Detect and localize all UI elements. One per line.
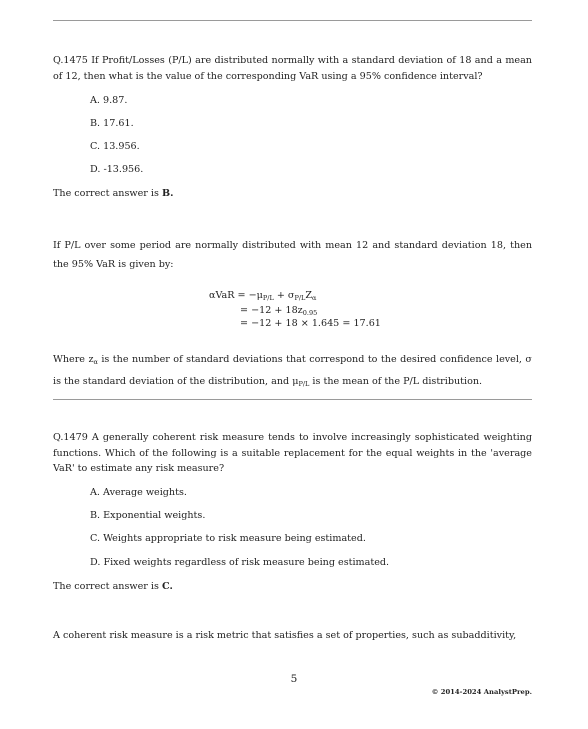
answer-value: C. bbox=[161, 581, 173, 592]
answer-line bbox=[53, 186, 532, 202]
mid-divider bbox=[53, 399, 532, 400]
answer-line bbox=[53, 579, 532, 595]
answer-prefix: The correct answer is bbox=[53, 188, 162, 199]
question-1479-text: Q.1479 A generally coherent risk measure tends to involve increasingly sophisticated weighting functions. Which of the following is a suitable replacement for the equal weights in the 'average VaR' to estimate any risk measure? bbox=[53, 432, 532, 474]
option-c: C. 13.956. bbox=[90, 141, 140, 152]
top-divider bbox=[53, 20, 532, 21]
answer-prefix: The correct answer is bbox=[53, 581, 162, 592]
option-d: D. Fixed weights regardless of risk measure being estimated. bbox=[90, 557, 390, 568]
page-number: 5 bbox=[290, 673, 298, 685]
answer-value: B. bbox=[161, 188, 174, 199]
option-b: B. 17.61. bbox=[90, 118, 134, 129]
option-d: D. -13.956. bbox=[90, 164, 144, 175]
formula-line-2: = $-12 + 18z_{0.95}$ bbox=[240, 305, 318, 317]
where-explanation: Where $z_\alpha$ is the number of standard deviations that correspond to the desired confidence level, σ is the standard deviation of the distribution, and $\mu_{P/L}$ is the mean of the P/L distribution. bbox=[53, 354, 532, 388]
option-c: C. Weights appropriate to risk measure being estimated. bbox=[90, 533, 366, 544]
explanation-text: A coherent risk measure is a risk metric that satisfies a set of properties, such as subadditivity, bbox=[53, 630, 517, 641]
copyright-notice: © 2014-2024 AnalystPrep. bbox=[431, 688, 532, 696]
formula-line-1: $\alpha VaR = -\mu_{P/L} + \sigma_{P/L}Z_\alpha$ bbox=[209, 290, 317, 302]
option-b: B. Exponential weights. bbox=[90, 510, 206, 521]
question-1475-text: Q.1475 If Profit/Losses (P/L) are distributed normally with a standard deviation of 18 and a mean of 12, then what is the value of the corresponding VaR using a 95% confidence interval? bbox=[53, 55, 532, 82]
option-a: A. 9.87. bbox=[90, 95, 128, 106]
explanation-text: If P/L over some period are normally distributed with mean 12 and standard deviation 18, then the 95% VaR is given by: bbox=[53, 240, 532, 270]
formula-line-3: = −12 + 18 × 1.645 = 17.61 bbox=[240, 318, 381, 329]
option-a: A. Average weights. bbox=[90, 487, 187, 498]
